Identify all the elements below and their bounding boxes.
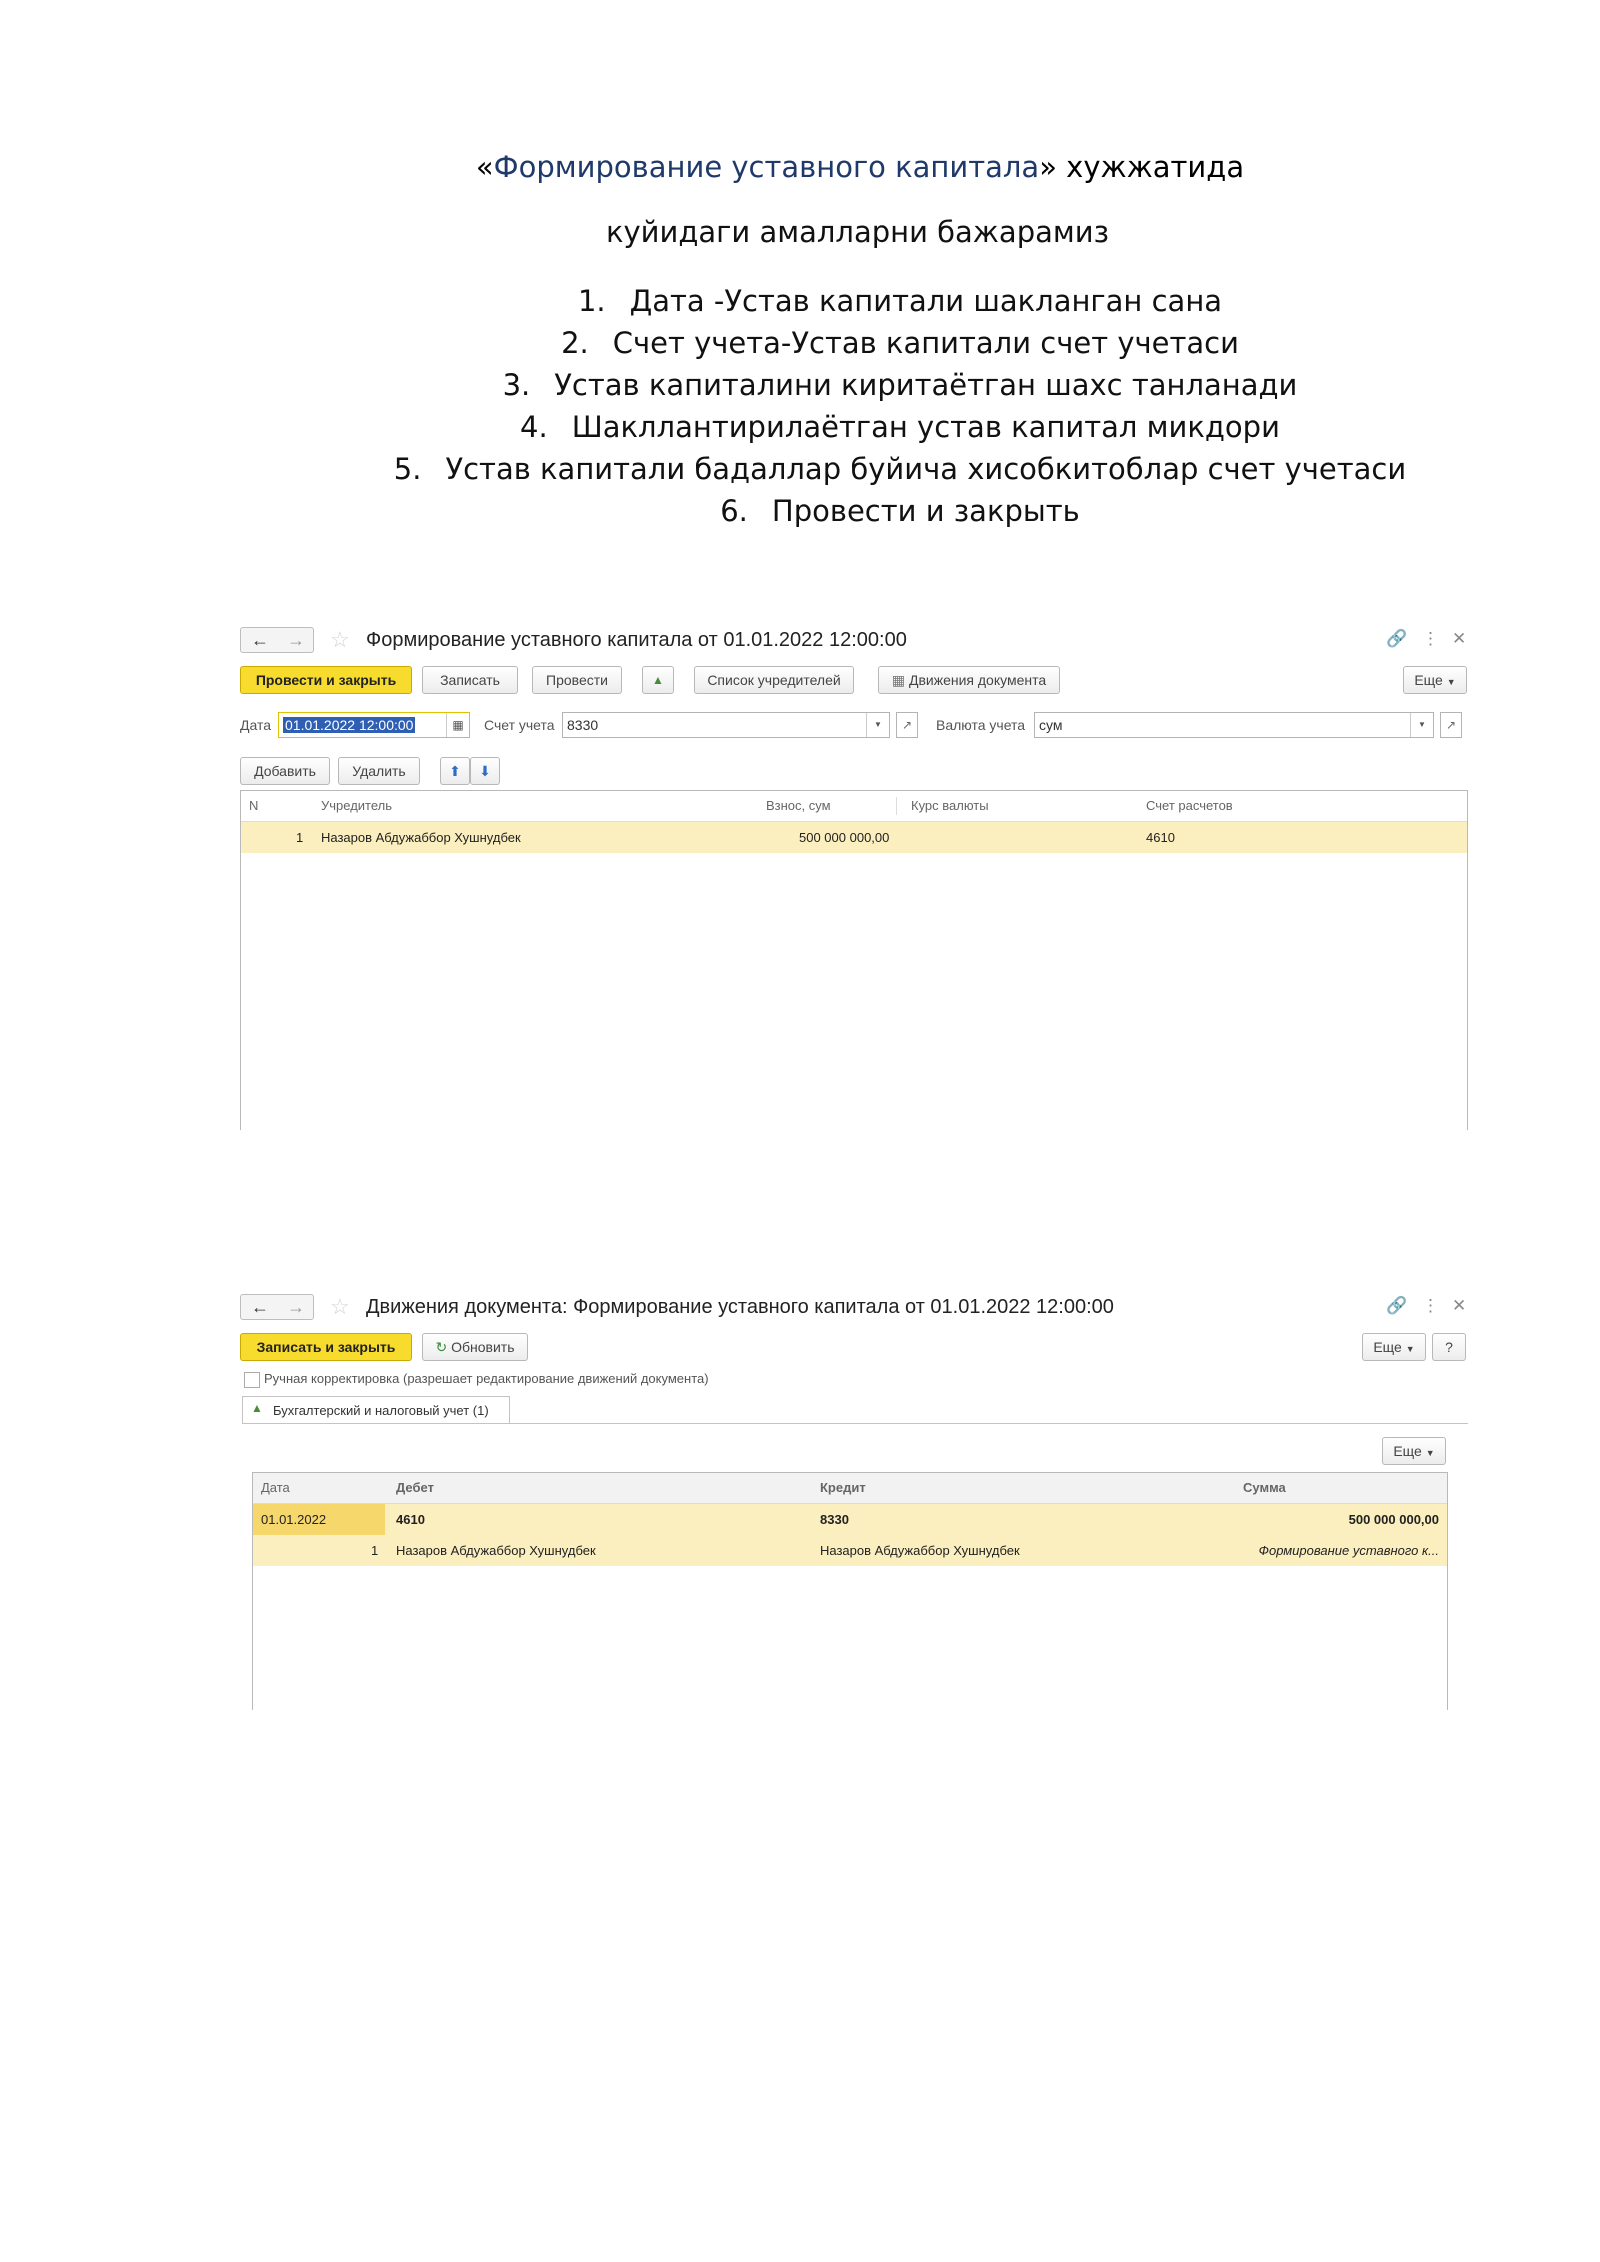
open-account-button[interactable]: ↗: [896, 712, 918, 738]
table-row[interactable]: 1 Назаров Абдужаббор Хушнудбек Назаров Абдужаббор Хушнудбек Формирование уставного к...: [253, 1535, 1447, 1566]
table-header: [253, 1473, 1447, 1504]
more-vertical-icon[interactable]: ⋮: [1422, 629, 1439, 648]
chevron-down-icon: ▼: [1425, 1448, 1435, 1458]
currency-label: Валюта учета: [936, 717, 1026, 733]
add-row-button[interactable]: Добавить: [240, 757, 330, 785]
currency-field[interactable]: сум ▼: [1034, 712, 1434, 738]
col-date: Дата: [261, 1480, 290, 1495]
list-item: 4. Шакллантирилаётган устав капитал микдори: [520, 410, 1280, 444]
col-n: N: [249, 798, 259, 813]
movements-table: [252, 1472, 1448, 1710]
more-button[interactable]: Еще ▼: [1403, 666, 1467, 694]
favorite-star-icon[interactable]: ☆: [330, 1294, 350, 1319]
list-item: 2. Счет учета-Устав капитали счет учетаси: [561, 326, 1239, 360]
dropdown-icon[interactable]: ▼: [1410, 713, 1433, 737]
close-icon[interactable]: ✕: [1452, 629, 1467, 648]
list-item: 1. Дата -Устав капитали шакланган сана: [577, 284, 1223, 318]
col-rate: Курс валюты: [911, 798, 989, 813]
document-heading: [0, 150, 1600, 184]
nav-buttons: [240, 627, 314, 653]
col-settlement-account: Счет расчетов: [1146, 798, 1233, 813]
post-and-close-button[interactable]: Провести и закрыть: [240, 666, 412, 694]
post-button[interactable]: Провести: [532, 666, 622, 694]
col-debit: Дебет: [396, 1480, 434, 1495]
col-founder: Учредитель: [321, 798, 393, 813]
close-icon[interactable]: ✕: [1452, 1296, 1467, 1315]
form-title: Формирование уставного капитала от 01.01.2022 12:00:00: [366, 629, 907, 651]
move-up-button[interactable]: [440, 757, 470, 785]
manual-adjustment-label: Ручная корректировка (разрешает редактирование движений документа): [264, 1371, 709, 1386]
delete-row-button[interactable]: Удалить: [338, 757, 420, 785]
list-item: 3. Устав капиталини киритаётган шахс танланади: [502, 368, 1298, 402]
forward-arrow-icon[interactable]: →: [287, 630, 305, 650]
refresh-icon: ↻: [435, 1339, 448, 1355]
more-vertical-icon[interactable]: ⋮: [1422, 1296, 1439, 1315]
arrow-down-icon: ⬇: [479, 763, 491, 779]
dropdown-icon[interactable]: ▼: [866, 713, 889, 737]
heading-quote-open: «: [475, 150, 494, 184]
col-sum: Сумма: [1243, 1480, 1286, 1495]
manual-adjustment-checkbox[interactable]: [244, 1372, 260, 1388]
capital-formation-form: [240, 625, 1468, 1130]
date-label: Дата: [240, 717, 272, 733]
document-subheading: куйидаги амалларни бажарамиз: [605, 215, 1110, 249]
founders-table: [240, 790, 1468, 1130]
open-currency-button[interactable]: ↗: [1440, 712, 1462, 738]
inner-more-button[interactable]: Еще ▼: [1382, 1437, 1446, 1465]
link-icon[interactable]: 🔗: [1386, 629, 1408, 648]
document-movements-form: [230, 1292, 1468, 1710]
forward-arrow-icon[interactable]: →: [287, 1297, 305, 1317]
save-and-close-button[interactable]: Записать и закрыть: [240, 1333, 412, 1361]
chevron-down-icon: ▼: [1446, 677, 1456, 687]
document-movements-button[interactable]: ▦ Движения документа: [878, 666, 1060, 694]
help-button[interactable]: ?: [1432, 1333, 1466, 1361]
arrow-up-icon: ⬆: [449, 763, 461, 779]
tab-accounting[interactable]: ▲ Бухгалтерский и налоговый учет (1): [242, 1396, 510, 1424]
table-header: [241, 791, 1467, 822]
more-button[interactable]: Еще ▼: [1362, 1333, 1426, 1361]
favorite-star-icon[interactable]: ☆: [330, 627, 350, 652]
date-field[interactable]: 01.01.2022 12:00:00 ▦: [278, 712, 470, 738]
movements-icon: ▦: [891, 672, 909, 688]
back-arrow-icon[interactable]: ←: [251, 630, 269, 650]
heading-document-link[interactable]: Формирование уставного капитала: [493, 150, 1040, 184]
account-field[interactable]: 8330 ▼: [562, 712, 890, 738]
col-credit: Кредит: [820, 1480, 866, 1495]
refresh-button[interactable]: ↻ Обновить: [422, 1333, 528, 1361]
back-arrow-icon[interactable]: ←: [251, 1297, 269, 1317]
tab-panel-border: [242, 1423, 1468, 1424]
dt-kt-icon: ▲: [251, 1401, 263, 1415]
col-amount: Взнос, сум: [766, 798, 831, 813]
dt-kt-icon: ▲: [652, 673, 664, 687]
form-titlebar: [240, 625, 1468, 659]
calendar-icon[interactable]: ▦: [446, 713, 469, 737]
steps-list: [0, 280, 1600, 532]
table-row[interactable]: 1 Назаров Абдужаббор Хушнудбек 500 000 000,00 4610: [241, 822, 1467, 853]
form-title: Движения документа: Формирование уставного капитала от 01.01.2022 12:00:00: [366, 1296, 1114, 1318]
account-label: Счет учета: [484, 717, 555, 733]
chevron-down-icon: ▼: [1405, 1344, 1415, 1354]
write-button[interactable]: Записать: [422, 666, 518, 694]
move-down-button[interactable]: [470, 757, 500, 785]
founders-list-button[interactable]: Список учредителей: [694, 666, 854, 694]
list-item: 6. Провести и закрыть: [720, 494, 1080, 528]
accounting-report-button[interactable]: [642, 666, 674, 694]
list-item: 5. Устав капитали бадаллар буйича хисобкитоблар счет учетаси: [393, 452, 1407, 486]
form-titlebar: [230, 1292, 1468, 1326]
link-icon[interactable]: 🔗: [1386, 1296, 1408, 1315]
nav-buttons: [240, 1294, 314, 1320]
heading-suffix: » хужжатида: [1039, 150, 1245, 184]
table-row[interactable]: 01.01.2022 4610 8330 500 000 000,00: [253, 1504, 1447, 1535]
